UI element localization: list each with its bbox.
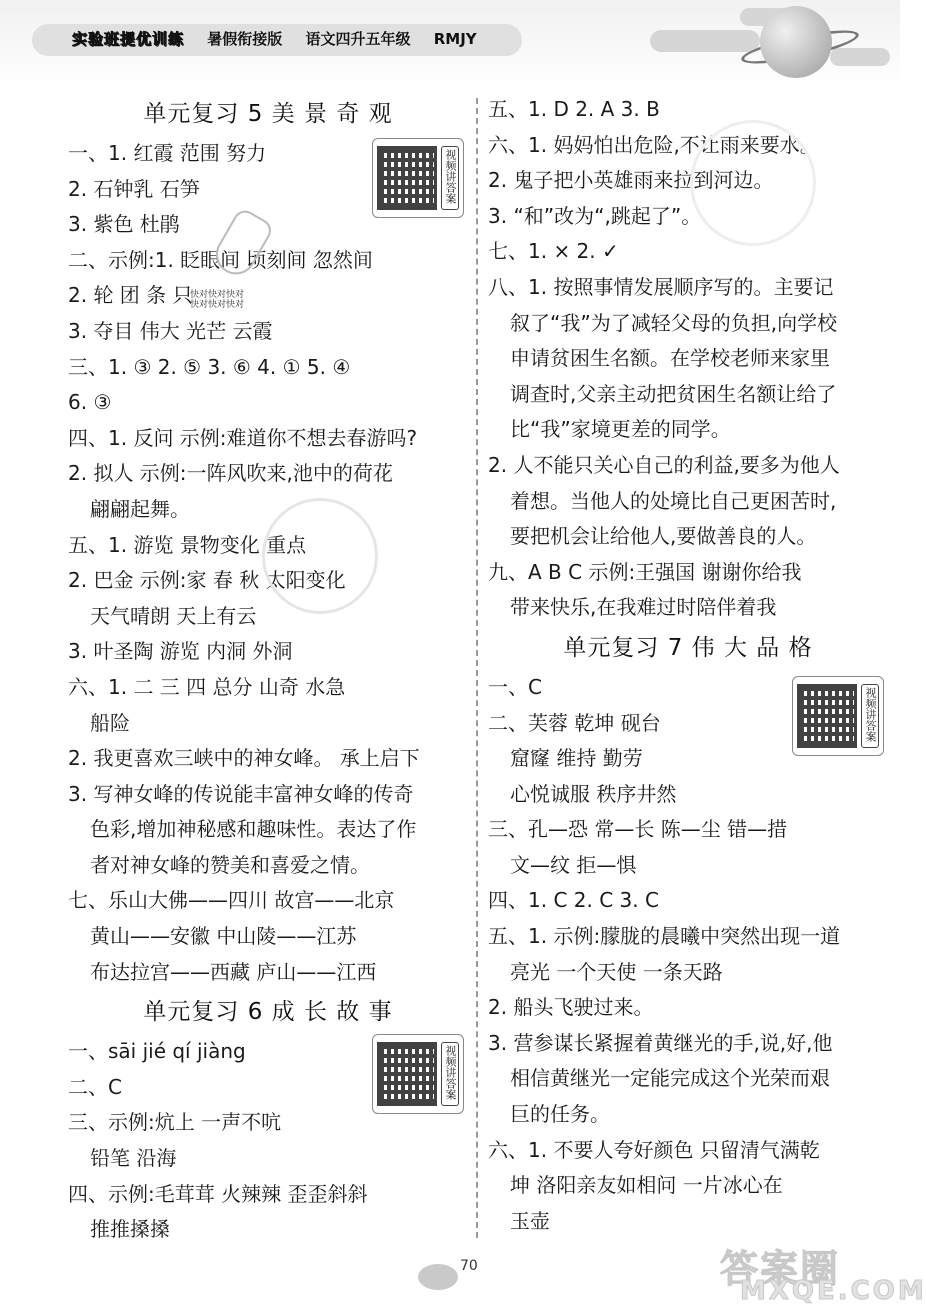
header-edition: RMJY [433,30,477,48]
section-title: 单元复习 5 美 景 奇 观 [143,101,393,127]
answer-line: 带来快乐,在我难过时陪伴着我 [510,595,777,620]
answer-line: 三、1. ③ 2. ⑤ 3. ⑥ 4. ① 5. ④ [68,354,351,379]
answer-line: 3. 营参谋长紧握着黄继光的手,说,好,他 [488,1030,833,1055]
answer-line: 2. 人不能只关心自己的利益,要多为他人 [488,452,840,477]
stamp-line: 快对快对快对 [189,290,244,300]
answer-line: 相信黄继光一定能完成这个光荣而艰 [510,1066,830,1091]
answer-line: 六、1. 妈妈怕出危险,不让雨来要水。 [488,132,820,157]
cloud-decoration [830,48,890,66]
qr-code-unit5[interactable] [372,138,464,218]
answer-line: 布达拉宫——西藏 庐山——江西 [90,959,377,984]
answer-line: 九、A B C 示例:王强国 谢谢你给我 [488,559,802,584]
answer-line: 一、sāi jié qí jiàng [68,1039,246,1064]
qr-code-icon [377,146,437,210]
answer-line: 玉壶 [510,1208,550,1233]
stamp-line: 快对快对快对 [189,300,244,310]
planet-icon [760,6,832,78]
answer-line: 窟窿 维持 勤劳 [510,746,643,771]
answer-line: 二、C [68,1074,122,1099]
answer-line: 着想。当他人的处境比自己更困苦时, [510,488,837,513]
answer-line: 五、1. 示例:朦胧的晨曦中突然出现一道 [488,924,841,949]
answer-line: 申请贫困生名额。在学校老师来家里 [510,346,830,371]
watermark-circle [262,498,378,614]
answer-line: 翩翩起舞。 [90,496,190,521]
watermark-site: MXQE.COM [740,1276,927,1306]
answer-line: 船险 [90,710,130,735]
cloud-decoration [650,30,760,52]
answer-line: 一、1. 红霞 范围 努力 [68,141,267,165]
qr-label: 视频讲答案 [441,1042,459,1106]
answer-line: 四、示例:毛茸茸 火辣辣 歪歪斜斜 [68,1181,368,1206]
answer-line: 一、C [488,674,542,699]
answer-line: 巨的任务。 [510,1102,610,1127]
answer-line: 叙了“我”为了减轻父母的负担,向学校 [510,310,838,335]
column-divider [476,98,478,1238]
header-brand: 实验班提优训练 [72,30,185,48]
header-subtitle: 暑假衔接版 [207,30,283,48]
kuaidui-stamp [182,290,252,310]
answer-line: 2. 船头飞驶过来。 [488,995,654,1020]
answer-line: 三、示例:炕上 一声不吭 [68,1110,282,1135]
answer-line: 3. 夺目 伟大 光芒 云霞 [68,318,273,343]
answer-line: 3. “和”改为“,跳起了”。 [488,203,702,228]
answer-line: 要把机会让给他人,要做善良的人。 [510,524,817,549]
header-text [72,28,495,49]
answer-line: 七、1. × 2. ✓ [488,239,619,264]
answer-line: 2. 巴金 示例:家 春 秋 太阳变化 [68,568,346,593]
answer-line: 四、1. 反问 示例:难道你不想去春游吗? [68,425,418,450]
section-title: 单元复习 6 成 长 故 事 [143,999,393,1026]
answer-line: 七、乐山大佛——四川 故宫——北京 [68,888,395,913]
qr-label: 视频讲答案 [861,684,879,748]
answer-line: 四、1. C 2. C 3. C [488,888,659,913]
answer-line: 文—纹 拒—惧 [510,852,637,877]
answer-line: 二、示例:1. 眨眼间 顷刻间 忽然间 [68,247,373,272]
watermark-circle [690,120,816,246]
answer-line: 三、孔—恐 常—长 陈—尘 错—措 [488,817,788,842]
qr-code-icon [797,684,857,748]
qr-code-icon [377,1042,437,1106]
page-number: 70 [460,1258,478,1274]
answer-line: 黄山——安徽 中山陵——江苏 [90,924,357,949]
answer-line: 六、1. 二 三 四 总分 山奇 水急 [68,674,346,699]
answer-line: 3. 写神女峰的传说能丰富神女峰的传奇 [68,781,414,806]
answer-line: 心悦诚服 秩序井然 [510,781,677,806]
qr-code-unit6[interactable] [372,1034,464,1114]
answer-line: 坤 洛阳亲友如相问 一片冰心在 [510,1173,783,1198]
answer-line: 五、1. D 2. A 3. B [488,97,660,121]
answer-line: 2. 我更喜欢三峡中的神女峰。 承上启下 [68,746,420,771]
qr-code-unit7[interactable] [792,676,884,756]
answer-line: 3. 紫色 杜鹃 [68,212,180,237]
answer-line: 2. 轮 团 条 只 [68,283,193,308]
answer-line: 色彩,增加神秘感和趣味性。表达了作 [90,817,417,842]
answer-line: 铅笔 沿海 [90,1146,177,1171]
fish-icon [418,1264,458,1290]
answer-line: 2. 鬼子把小英雄雨来拉到河边。 [488,168,774,193]
answer-line: 比“我”家境更差的同学。 [510,417,731,442]
answer-line: 五、1. 游览 景物变化 重点 [68,532,307,557]
answer-line: 2. 拟人 示例:一阵风吹来,池中的荷花 [68,461,393,486]
answer-line: 2. 石钟乳 石笋 [68,176,200,201]
answer-line: 6. ③ [68,390,112,415]
answer-line: 调查时,父亲主动把贫困生名额让给了 [510,381,837,406]
page-header [0,0,900,88]
answer-line: 亮光 一个天使 一条天路 [510,959,723,984]
answer-line: 天气晴朗 天上有云 [90,603,257,628]
answer-line: 八、1. 按照事情发展顺序写的。主要记 [488,274,834,299]
answer-line: 3. 叶圣陶 游览 内洞 外洞 [68,639,293,664]
section-title: 单元复习 7 伟 大 品 格 [563,634,813,661]
right-column [488,92,888,1239]
answer-line: 六、1. 不要人夸好颜色 只留清气满乾 [488,1137,820,1162]
answer-line: 者对神女峰的赞美和喜爱之情。 [90,852,370,877]
watermark-logo: 答案圈 [720,1247,841,1291]
qr-label: 视频讲答案 [441,146,459,210]
answer-line: 推推搡搡 [90,1217,170,1242]
answer-line: 二、芙蓉 乾坤 砚台 [488,710,661,735]
header-grade: 语文四升五年级 [305,30,411,48]
